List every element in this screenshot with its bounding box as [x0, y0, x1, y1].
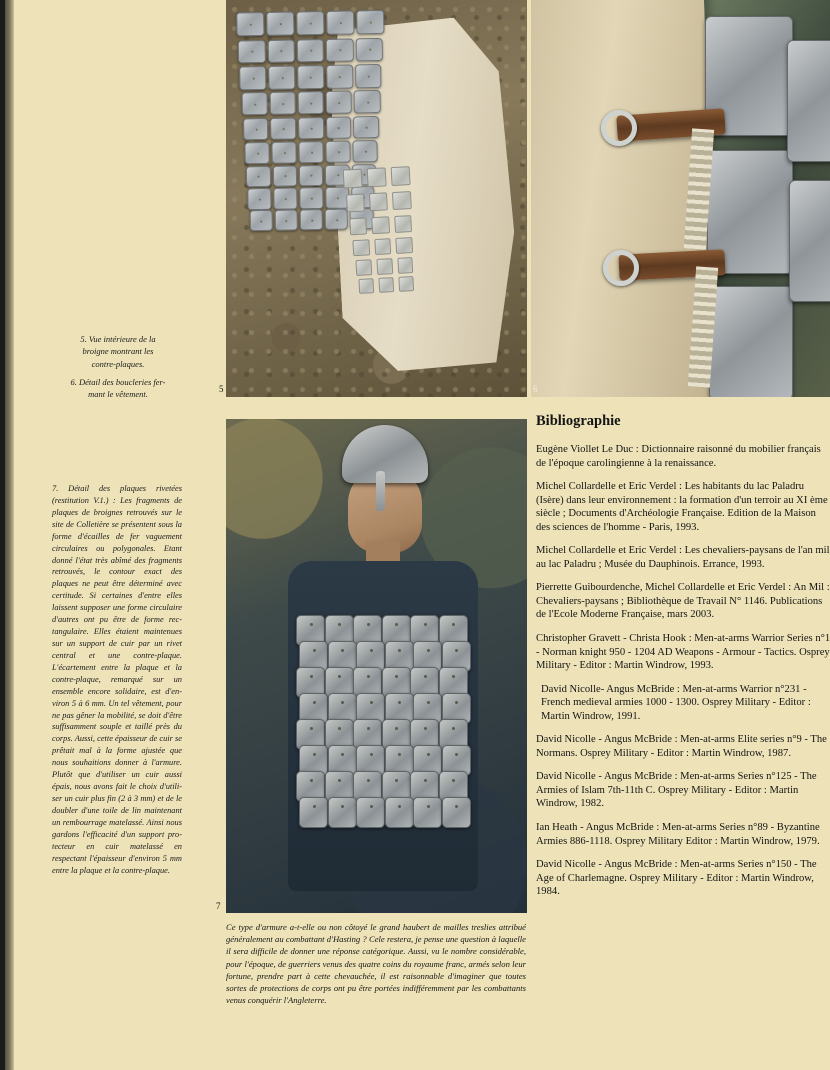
rivet [252, 77, 255, 80]
metal-plate [787, 40, 830, 162]
rivet [255, 128, 258, 131]
rivet [310, 727, 313, 730]
rivet [249, 23, 252, 26]
rivet [283, 152, 286, 155]
bibliography-entry: Ian Heath - Angus McBride : Men-at-arms Series n°89 - Byzantine Armies 886-1118. Osprey Military Editor : Martin Windrow, 1979. [536, 822, 820, 847]
caption-figure-6-line-1: 6. Détail des boucleries fer- [70, 376, 166, 387]
rivet [364, 150, 367, 153]
bibliography-entry: Christopher Gravett - Christa Hook : Men-at-arms Warrior Series n°1 - Norman knight 950 - 1204 AD Weapons - Armour - Tactics. Osprey Military - Editor : Martin Windrow, 1993. [536, 633, 830, 672]
square-plate [376, 258, 393, 275]
square-plate [358, 278, 374, 294]
rivet [336, 218, 339, 221]
rivet [367, 727, 370, 730]
rivet [370, 805, 373, 808]
square-plate [394, 215, 412, 233]
caption-figure-6-line-2: mant le vêtement. [88, 389, 148, 400]
bibliography-entry: David Nicolle - Angus McBride : Men-at-arms Elite series n°9 - The Normans. Osprey Military - Editor : Martin Windrow, 1987. [536, 734, 827, 759]
square-plate [367, 167, 387, 187]
bibliography-entry: David Nicolle- Angus McBride : Men-at-arms Warrior n°231 - French medieval armies 1000 - 1300. Osprey Military - Editor : Martin Windrow, 1991. [541, 683, 811, 722]
rivet [398, 701, 401, 704]
rivet [398, 753, 401, 756]
rivet [395, 675, 398, 678]
figure-5-brigandine-interior [226, 0, 527, 397]
figure-number-5: 5 [219, 384, 224, 394]
body-text-under-figure-7: Ce type d'armure a-t-elle ou non côtoyé le grand haubert de mailles treslies attribué généralement au combattant d'Hasting ? Cele restera, je pense une question à laquelle il sera difficile de donner une réponse catégorique. Aussi, vu le nombre considérable, pour l'époque, de guerriers venus des quatre coins du royaume franc, armés selon leur fortune, prendre part à cette chevauchée, il est raisonnable d'imaginer que toutes sortes de protections de corps ont pu être portées indifféremment par les combattants venus conquérir l'Angleterre. [226, 922, 526, 1006]
rivet [282, 102, 285, 105]
square-plate [352, 239, 369, 256]
rivet [366, 101, 369, 104]
rivet [395, 779, 398, 782]
caption-figure-5-6 [54, 333, 182, 401]
rivet [398, 805, 401, 808]
rivet [395, 727, 398, 730]
bibliography-entry: Michel Collardelle et Eric Verdel : Les chevaliers-paysans de l'an mil au lac Paladru ; Musée du Dauphinois. Errance, 1993. [536, 545, 830, 570]
rivet [370, 701, 373, 704]
square-plate [378, 277, 394, 293]
rivet [338, 779, 341, 782]
lamellar-plate [356, 797, 385, 828]
rivet [455, 701, 458, 704]
rivet [313, 753, 316, 756]
rivet [367, 675, 370, 678]
scanner-edge-dark [0, 0, 5, 1070]
rivet [427, 805, 430, 808]
rivet [424, 779, 427, 782]
rivet [310, 197, 313, 200]
bibliography-entry: Pierrette Guibourdenche, Michel Collardelle et Eric Verdel : An Mil : Chevaliers-paysans ; Bibliothèque de Travail N° 1146. Publications de l'Ecole Moderne Française, mars 2003. [536, 582, 830, 621]
buckle [601, 110, 637, 146]
caption-figure-5-line-3: contre-plaques. [91, 358, 145, 369]
rivet [310, 219, 313, 222]
rivet [455, 649, 458, 652]
bibliography-section [536, 413, 830, 909]
rivet [452, 779, 455, 782]
square-plate [355, 259, 372, 276]
rivet [339, 22, 342, 25]
bibliography-entry: Michel Collardelle et Eric Verdel : Les habitants du lac Paladru (Isère) dans leur environnement : la formation d'un terroir au XI ème siècle ; Documents d'Archéologie Française. Edition de la Maison des sciences de l'homme - Paris, 1993. [536, 481, 828, 533]
bibliography-entry: David Nicolle - Angus McBride : Men-at-arms Series n°125 - The Armies of Islam 7th-11th C. Osprey Military - Editor : Martin Windrow, 1982. [536, 771, 817, 810]
rivet [310, 151, 313, 154]
rivet [336, 197, 339, 200]
rivet [253, 103, 256, 106]
square-plates-area [343, 163, 472, 339]
rivet [256, 152, 259, 155]
rivet [338, 675, 341, 678]
square-plate [374, 238, 391, 255]
caption-figure-5-line-2: broigne montrant les [82, 346, 154, 357]
square-plate [369, 192, 388, 211]
figure-number-7: 7 [216, 901, 221, 911]
rivet [395, 623, 398, 626]
rivet [424, 675, 427, 678]
square-plate [372, 216, 390, 234]
rivet [313, 805, 316, 808]
brigandine-garment [230, 1, 517, 387]
rivet [367, 623, 370, 626]
rivet [452, 727, 455, 730]
rivet [310, 127, 313, 130]
square-plate [397, 257, 414, 274]
caption-figure-7: 7. Détail des plaques rivetées (restitution V.1.) : Les fragments de plaques de broignes retrouvés sur le site de Colletière se présentent sous la forme d'écailles de fer vaguement circulaires ou polygonales. Etant donné l'état très abîmé des fragments retrouvés, le contour exact des plaques ne peut être déterminé avec certitude. Si certaines d'entre elles laissent supposer une forme circulaire d'autres ont pu être de forme rectangulaire. Elles étaient maintenues sur un support de cuir par un rivet central et une contre-plaque. L'écartement entre la plaque et la contre-plaque, remarqué sur un ensemble encore solidaire, est d'environ 5 à 6 mm. Un tel vêtement, pour ne pas gêner la mobilité, se doit d'être suffisamment souple et taillé près du corps. Aussi, cette épaisseur de cuir se prêtait mal à la forme ajustée que nous souhaitions donner à l'armure. Plutôt que d'utiliser un cuir aussi épais, nous avons fait le choix d'utiliser un cuir plus fin (2 à 3 mm) et de le doubler d'une toile de lin maintenant un rembourrage matelassé. Ainsi nous gardons l'efficacité d'un support protecteur en cuir matelassé en respectant l'épaisseur d'environ 5 mm entre la plaque et la contre-plaque. [52, 484, 182, 875]
caption-figure-5-line-1: 5. Vue intérieure de la [80, 334, 156, 344]
rivet [455, 753, 458, 756]
rivet [310, 675, 313, 678]
lamellar-plate [385, 797, 414, 828]
rivet [309, 22, 312, 25]
rivet [455, 805, 458, 808]
rivet [338, 623, 341, 626]
rivet [398, 649, 401, 652]
rivet [367, 75, 370, 78]
rivet [341, 805, 344, 808]
lamellar-plate [413, 797, 442, 828]
figure-7-mannequin-armour [226, 419, 527, 913]
metal-plate [709, 286, 793, 397]
buckle [603, 250, 639, 286]
square-plate [343, 169, 363, 189]
rivet [427, 753, 430, 756]
rivet [370, 649, 373, 652]
rivet [341, 701, 344, 704]
metal-plate [789, 180, 830, 302]
rivet [313, 701, 316, 704]
rivet [310, 623, 313, 626]
rivet [367, 779, 370, 782]
bibliography-entry: David Nicolle - Angus McBride : Men-at-arms Series n°150 - The Age of Charlemagne. Osprey Military - Editor : Martin Windrow, 1984. [536, 859, 817, 898]
square-plate [392, 191, 411, 210]
rivet [310, 102, 313, 105]
bibliography-entry: Eugène Viollet Le Duc : Dictionnaire raisonné du mobilier français de l'époque carolingienne à la renaissance. [536, 444, 821, 469]
square-plate [349, 217, 367, 235]
square-plate [346, 194, 365, 213]
rivet [341, 649, 344, 652]
square-plate [396, 237, 413, 254]
rivet [369, 21, 372, 24]
bibliography-title: Bibliographie [536, 413, 621, 429]
rivet [427, 649, 430, 652]
rivet [279, 23, 282, 26]
rivet [260, 220, 263, 223]
figure-number-6: 6 [533, 384, 538, 394]
rivet [341, 753, 344, 756]
rivet [310, 779, 313, 782]
lamellar-plate [442, 797, 471, 828]
rivet [338, 727, 341, 730]
square-plate [398, 276, 414, 292]
rivet [337, 151, 340, 154]
rivet [370, 753, 373, 756]
square-plate [391, 166, 411, 186]
lamellar-plate [328, 797, 357, 828]
rivet [282, 127, 285, 130]
rivet [452, 623, 455, 626]
rivet [365, 126, 368, 129]
rivet [424, 727, 427, 730]
figure-6-buckle-detail [531, 0, 830, 397]
lamellar-plates [296, 615, 472, 885]
rivet [281, 77, 284, 80]
rivet [424, 623, 427, 626]
nasal-guard [376, 471, 385, 511]
rivet [452, 675, 455, 678]
rivet [427, 701, 430, 704]
rivet [313, 649, 316, 652]
lamellar-plate [299, 797, 328, 828]
